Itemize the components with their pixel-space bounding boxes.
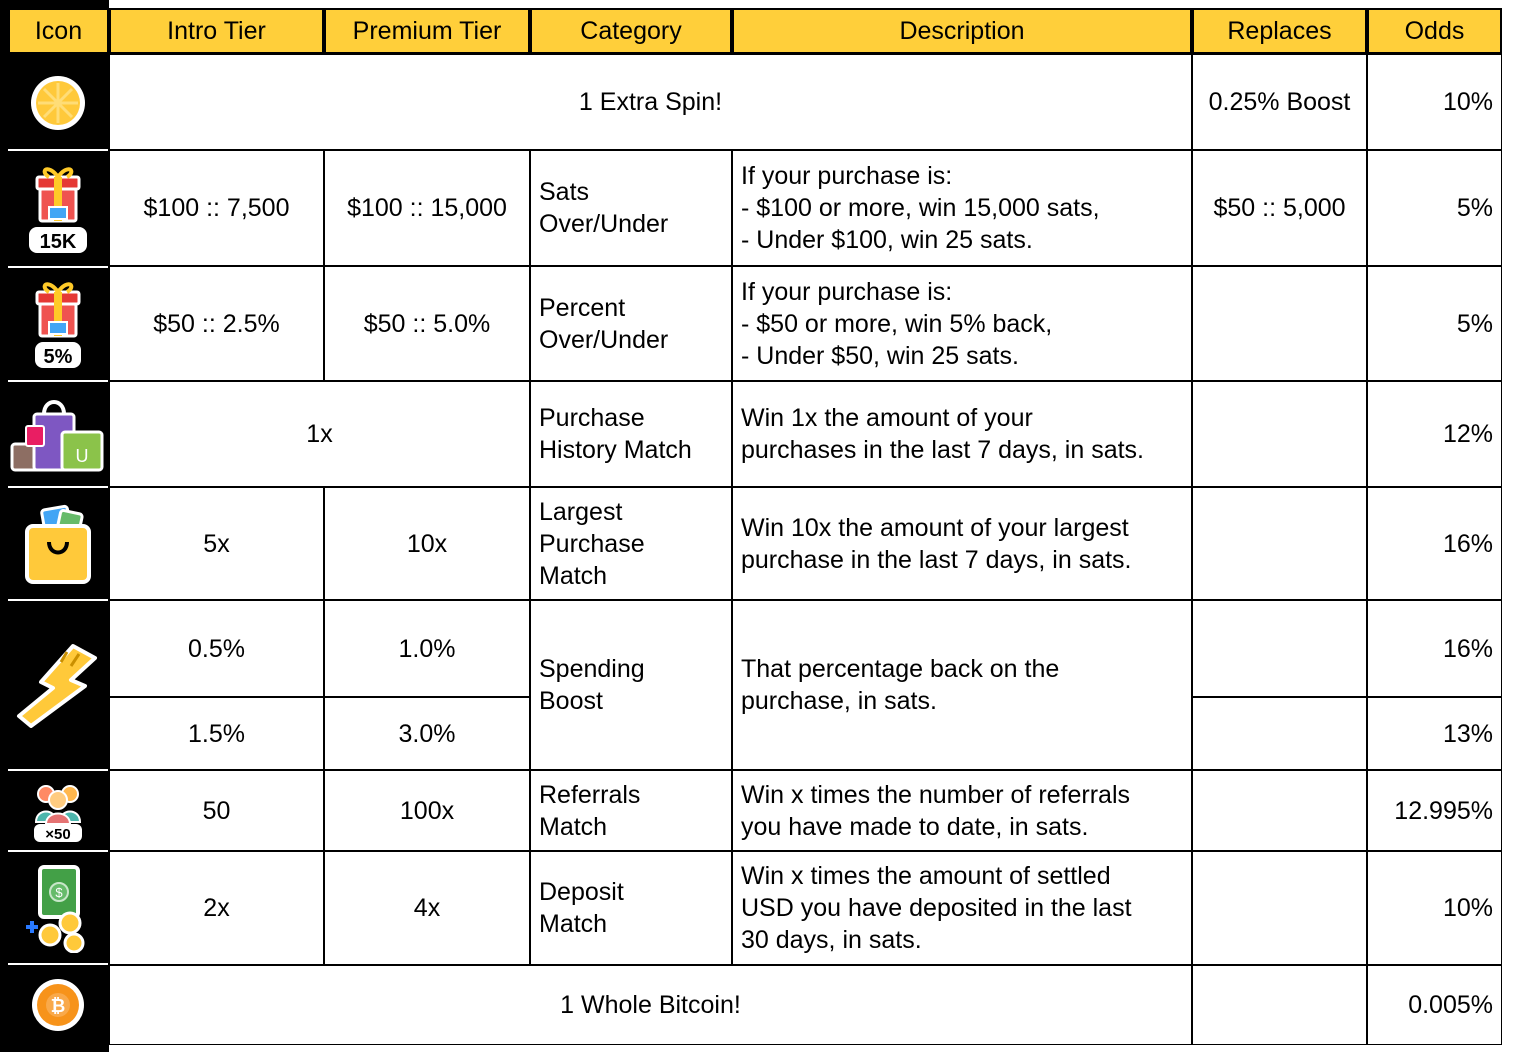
intro-tier-cell: 5x [109, 487, 324, 600]
description-line: purchase, in sats. [741, 687, 937, 715]
spin-coin-icon [8, 56, 108, 150]
header-category: Category [530, 8, 732, 54]
header-description: Description [732, 8, 1192, 54]
category-line: Largest [539, 497, 623, 526]
description-line: Win x times the amount of settled [741, 862, 1111, 890]
premium-tier-cell: 100x [324, 770, 530, 851]
odds-cell: 16% [1367, 487, 1502, 600]
gift-badge-text: 15K [39, 231, 77, 253]
intro-tier-cell: $50 :: 2.5% [109, 266, 324, 381]
premium-tier-cell: 1.0% [324, 600, 530, 697]
header-replaces: Replaces [1192, 8, 1367, 54]
replaces-cell [1192, 381, 1367, 487]
category-cell [530, 487, 732, 600]
description-line: If your purchase is: [741, 277, 953, 306]
lightning-hand-icon [8, 601, 108, 769]
header-intro-tier: Intro Tier [109, 8, 324, 54]
category-line: Match [539, 561, 608, 590]
whole-bitcoin-prize: 1 Whole Bitcoin! [109, 965, 1192, 1045]
intro-tier-cell: 2x [109, 851, 324, 965]
shopping-bags-icon [8, 382, 108, 486]
referrals-badge-text: ×50 [45, 825, 71, 843]
replaces-cell [1192, 266, 1367, 381]
description-line: purchases in the last 7 days, in sats. [741, 436, 1144, 464]
header-odds: Odds [1367, 8, 1502, 54]
referrals-icon [8, 771, 108, 850]
description-line: If your purchase is: [741, 162, 953, 190]
odds-cell: 5% [1367, 150, 1502, 266]
description-line: Win 1x the amount of your [741, 404, 1033, 432]
category-cell [530, 770, 732, 851]
premium-tier-cell: 4x [324, 851, 530, 965]
premium-tier-cell: 3.0% [324, 697, 530, 770]
category-line: Over/Under [539, 325, 669, 354]
replaces-cell [1192, 770, 1367, 851]
intro-tier-cell: $100 :: 7,500 [109, 150, 324, 266]
odds-cell: 16% [1367, 600, 1502, 697]
category-line: Percent [539, 293, 626, 322]
description-line: - $100 or more, win 15,000 sats, [741, 194, 1100, 222]
category-line: Sats [539, 178, 590, 206]
category-cell [530, 851, 732, 965]
header-premium-tier: Premium Tier [324, 8, 530, 54]
category-line: Referrals [539, 780, 641, 809]
description-line: - Under $50, win 25 sats. [741, 341, 1019, 370]
svg-text:$: $ [55, 884, 63, 900]
category-cell [530, 266, 732, 381]
description-line: purchase in the last 7 days, in sats. [741, 545, 1132, 574]
odds-cell: 0.005% [1367, 965, 1502, 1045]
description-cell [732, 851, 1192, 965]
gift-5pct-icon [8, 268, 108, 380]
intro-tier-cell: 0.5% [109, 600, 324, 697]
description-line: - $50 or more, win 5% back, [741, 309, 1053, 338]
svg-text:U: U [75, 446, 89, 466]
category-line: Over/Under [539, 210, 669, 238]
deposit-cash-icon [8, 852, 108, 963]
category-cell [530, 150, 732, 266]
extra-spin-prize: 1 Extra Spin! [109, 54, 1192, 150]
description-cell [732, 381, 1192, 487]
replaces-cell [1192, 600, 1367, 697]
description-line: That percentage back on the [741, 655, 1060, 683]
premium-tier-cell: 10x [324, 487, 530, 600]
odds-cell: 13% [1367, 697, 1502, 770]
category-line: Deposit [539, 878, 624, 906]
premium-tier-cell: $100 :: 15,000 [324, 150, 530, 266]
tier-merged-cell: 1x [109, 381, 530, 487]
category-line: Purchase [539, 529, 645, 558]
replaces-cell [1192, 697, 1367, 770]
premium-tier-cell: $50 :: 5.0% [324, 266, 530, 381]
intro-tier-cell: 50 [109, 770, 324, 851]
replaces-cell: 0.25% Boost [1192, 54, 1367, 150]
category-line: Spending [539, 655, 645, 683]
category-line: Match [539, 812, 608, 841]
description-line: you have made to date, in sats. [741, 812, 1089, 841]
odds-cell: 12% [1367, 381, 1502, 487]
category-cell [530, 600, 732, 770]
description-cell [732, 487, 1192, 600]
intro-tier-cell: 1.5% [109, 697, 324, 770]
category-line: Boost [539, 687, 603, 715]
description-cell [732, 150, 1192, 266]
header-icon: Icon [8, 8, 109, 54]
category-line: Purchase [539, 404, 645, 432]
description-cell [732, 266, 1192, 381]
category-line: History Match [539, 436, 692, 464]
gift-badge-text: 5% [43, 346, 73, 368]
replaces-cell: $50 :: 5,000 [1192, 150, 1367, 266]
svg-text:₿: ₿ [50, 996, 66, 1016]
category-line: Match [539, 910, 608, 938]
description-line: - Under $100, win 25 sats. [741, 226, 1033, 254]
category-cell [530, 381, 732, 487]
description-line: 30 days, in sats. [741, 926, 922, 954]
description-cell [732, 770, 1192, 851]
replaces-cell [1192, 965, 1367, 1045]
odds-cell: 12.995% [1367, 770, 1502, 851]
replaces-cell [1192, 851, 1367, 965]
replaces-cell [1192, 487, 1367, 600]
description-cell [732, 600, 1192, 770]
shopping-bag-icon [8, 488, 108, 599]
description-line: USD you have deposited in the last [741, 894, 1132, 922]
description-line: Win 10x the amount of your largest [741, 513, 1129, 542]
odds-cell: 10% [1367, 54, 1502, 150]
bitcoin-coin-icon [8, 965, 108, 1045]
odds-cell: 10% [1367, 851, 1502, 965]
odds-cell: 5% [1367, 266, 1502, 381]
gift-15k-icon [8, 152, 108, 266]
description-line: Win x times the number of referrals [741, 780, 1131, 809]
